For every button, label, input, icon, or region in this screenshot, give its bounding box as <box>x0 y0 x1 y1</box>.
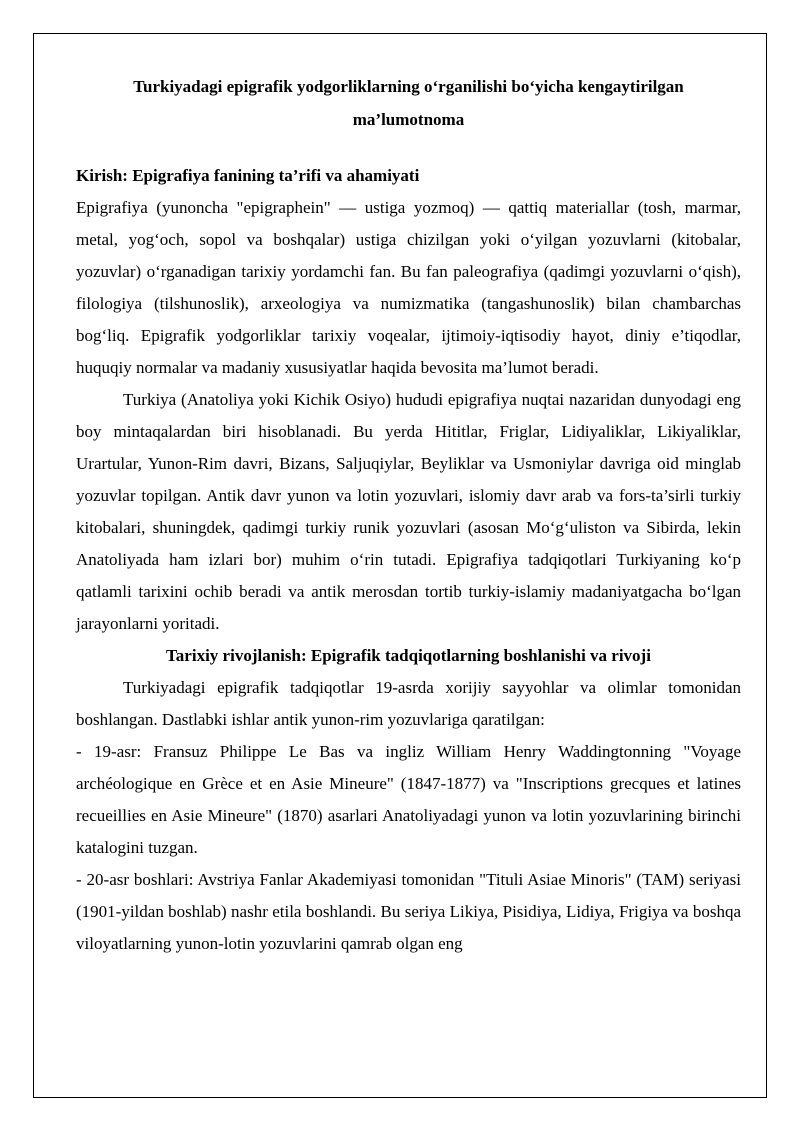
paragraph-research-beginnings: Turkiyadagi epigrafik tadqiqotlar 19-asrda xorijiy sayyohlar va olimlar tomonidan boshlangan. Dastlabki ishlar antik yunon-rim yozuvlariga qaratilgan: <box>76 678 741 729</box>
section-heading-history: Tarixiy rivojlanish: Epigrafik tadqiqotlarning boshlanishi va rivoji <box>166 646 651 665</box>
list-item-19th-century: - 19-asr: Fransuz Philippe Le Bas va ingliz William Henry Waddingtonning "Voyage archéologique en Grèce et en Asie Mineure" (1847-1877) va "Inscriptions grecques et latines recueillies en Asie Mineure" (1870) asarlari Anatoliyadagi yunon va lotin yozuvlarining birinchi katalogini tuzgan. <box>76 742 741 857</box>
document-title: Turkiyadagi epigrafik yodgorliklarning o‘rganilishi bo‘yicha kengaytirilgan ma’lumotnoma <box>133 77 684 129</box>
section-heading-introduction: Kirish: Epigrafiya fanining ta’rifi va ahamiyati <box>76 166 420 185</box>
paragraph-epigraphy-definition: Epigrafiya (yunoncha "epigraphein" — ustiga yozmoq) — qattiq materiallar (tosh, marmar, metal, yog‘och, sopol va boshqalar) ustiga chizilgan yoki o‘yilgan yozuvlarni (kitobalar, yozuvlar) o‘rganadigan tarixiy yordamchi fan. Bu fan paleografiya (qadimgi yozuvlarni o‘qish), filologiya (tilshunoslik), arxeologiya va numizmatika (tangashunoslik) bilan chambarchas bog‘liq. Epigrafik yodgorliklar tarixiy voqealar, ijtimoiy-iqtisodiy hayot, diniy e’tiqodlar, huquqiy normalar va madaniy xususiyatlar haqida bevosita ma’lumot beradi. <box>76 198 741 377</box>
paragraph-turkey-epigraphy: Turkiya (Anatoliya yoki Kichik Osiyo) hududi epigrafiya nuqtai nazaridan dunyodagi eng boy mintaqalardan biri hisoblanadi. Bu yerda Hititlar, Friglar, Lidiyaliklar, Likiyaliklar, Urartular, Yunon-Rim davri, Bizans, Saljuqiylar, Beyliklar va Usmoniylar davriga oid minglab yozuvlar topilgan. Antik davr yunon va lotin yozuvlari, islomiy davr arab va fors-ta’sirli turkiy kitobalari, shuningdek, qadimgi turkiy runik yozuvlari (asosan Mo‘g‘uliston va Sibirda, lekin Anatoliyada ham izlari bor) muhim o‘rin tutadi. Epigrafiya tadqiqotlari Turkiyaning ko‘p qatlamli tarixini ochib beradi va antik merosdan tortib turkiy-islamiy madaniyatgacha bo‘lgan jarayonlarni yoritadi. <box>76 390 741 633</box>
document-body <box>76 70 741 960</box>
list-item-early-20th-century: - 20-asr boshlari: Avstriya Fanlar Akademiyasi tomonidan "Tituli Asiae Minoris" (TAM) seriyasi (1901-yildan boshlab) nashr etila boshlandi. Bu seriya Likiya, Pisidiya, Lidiya, Frigiya va boshqa viloyatlarning yunon-lotin yozuvlarini qamrab olgan eng <box>76 870 741 953</box>
